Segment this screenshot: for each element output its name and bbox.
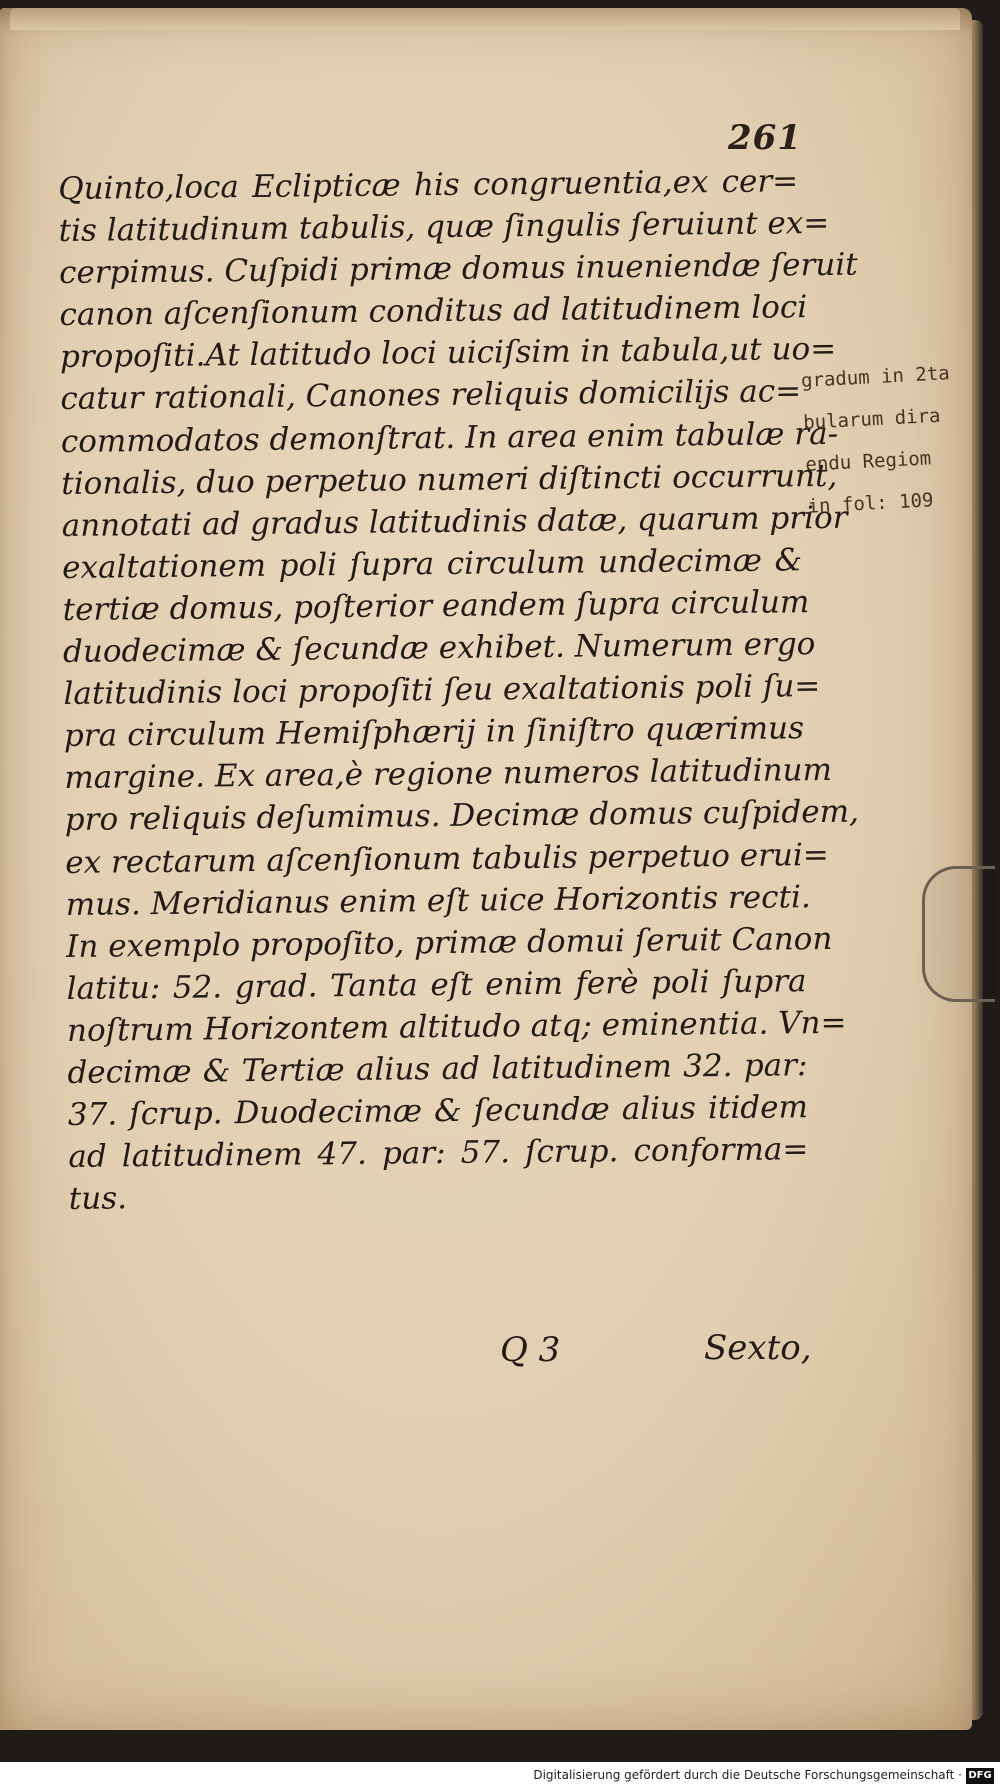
marginal-note-line: bularum dira xyxy=(802,404,941,434)
signature-mark: Q 3 xyxy=(500,1330,561,1370)
body-text xyxy=(58,160,860,1220)
text-line: exaltationem poli ſupra circulum undecimæ & xyxy=(61,542,803,586)
text-line: ex rectarum aſcenſionum tabulis perpetuo erui= xyxy=(65,836,829,881)
marginal-note-line: gradum in 2ta xyxy=(800,362,951,392)
text-line: catur rationali, Canones reliquis domicilijs ac= xyxy=(60,373,802,418)
text-line: decimæ & Tertiæ alius ad latitudinem 32. par: xyxy=(67,1047,808,1091)
digitization-footer xyxy=(0,1762,1000,1791)
text-line: noſtrum Horizontem altitudo atq; eminentia. Vn= xyxy=(66,1004,847,1049)
text-line: propoſiti.At latitudo loci uiciſsim in tabula,ut uo= xyxy=(59,331,837,376)
text-line: In exemplo propoſito, primæ domui ſeruit Canon xyxy=(65,920,833,965)
page-clip xyxy=(922,866,995,1002)
text-line: tus. xyxy=(68,1180,128,1218)
text-line: tis latitudinum tabulis, quæ ſingulis ſeruiunt ex= xyxy=(58,205,830,250)
text-line: margine. Ex area,è regione numeros latitudinum xyxy=(64,752,833,797)
text-line: annotati ad gradus latitudinis datæ, quarum prior xyxy=(61,499,848,544)
text-line: tertiæ domus, poſterior eandem ſupra circulum xyxy=(62,584,810,628)
handwritten-marginalia xyxy=(800,351,979,528)
text-line: mus. Meridianus enim eſt uice Horizontis recti. xyxy=(65,878,811,923)
text-line: canon aſcenſionum conditus ad latitudinem loci xyxy=(59,289,808,334)
page-number: 261 xyxy=(728,118,802,158)
marginal-note-line: endu Regiom xyxy=(804,447,932,476)
text-line: 37. ſcrup. Duodecimæ & ſecundæ alius itidem xyxy=(67,1089,809,1134)
marginal-note-line: in fol: 109 xyxy=(807,489,934,518)
text-line: ad latitudinem 47. par: 57. ſcrup. conforma= xyxy=(68,1131,809,1176)
text-line: Quinto,loca Eclipticæ his congruentia,ex cer= xyxy=(58,163,799,207)
text-line: cerpimus. Cuſpidi primæ domus inueniendæ ſeruit xyxy=(58,246,858,292)
text-line: duodecimæ & ſecundæ exhibet. Numerum ergo xyxy=(62,626,816,671)
text-line: pro reliquis deſumimus. Decimæ domus cuſpidem, xyxy=(64,794,860,839)
text-line: commodatos demonſtrat. In area enim tabulæ ra- xyxy=(60,415,839,460)
page-top-edge xyxy=(10,8,960,30)
text-line: latitudinis loci propoſiti ſeu exaltationis poli ſu= xyxy=(63,668,821,713)
text-line: pra circulum Hemiſphærij in ſiniſtro quærimus xyxy=(63,710,805,755)
dfg-logo: DFG xyxy=(966,1768,994,1784)
text-line: tionalis, duo perpetuo numeri diſtincti occurrunt, xyxy=(61,457,838,502)
catchword: Sexto, xyxy=(704,1328,812,1368)
text-line: latitu: 52. grad. Tanta eſt enim ferè poli ſupra xyxy=(66,962,807,1007)
footer-credit: Digitalisierung gefördert durch die Deutsche Forschungsgemeinschaft · xyxy=(533,1768,962,1782)
